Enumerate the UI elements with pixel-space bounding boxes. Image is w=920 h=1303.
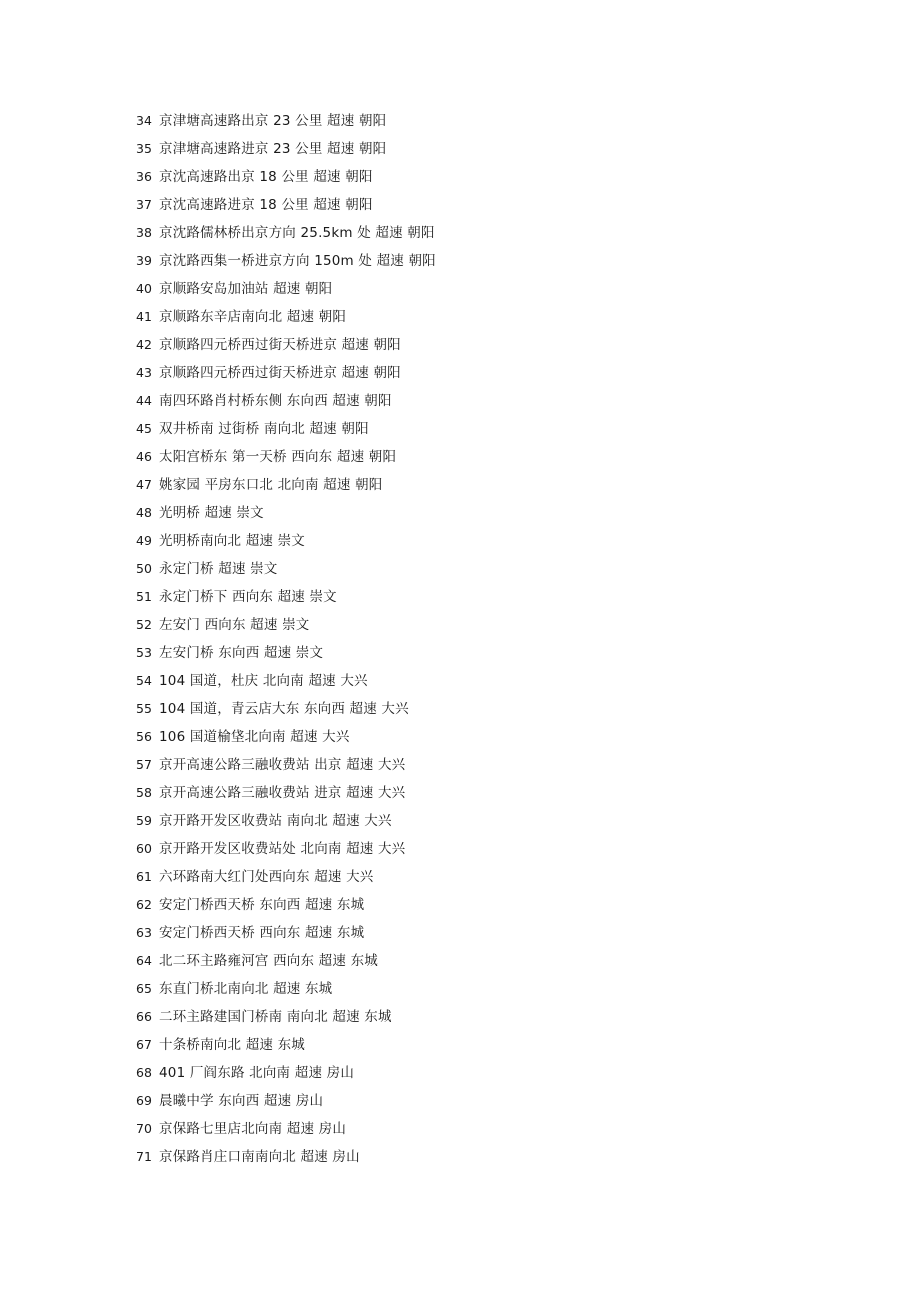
item-text: 南四环路肖村桥东侧 东向西 超速 朝阳 [159,393,392,409]
item-text: 北二环主路雍河宫 西向东 超速 东城 [159,953,378,969]
item-number: 44 [136,393,152,408]
item-number: 71 [136,1149,152,1164]
item-text: 京开高速公路三融收费站 进京 超速 大兴 [159,785,406,801]
item-number: 51 [136,589,152,604]
item-text: 京顺路东辛店南向北 超速 朝阳 [159,309,347,325]
entry-list [136,107,436,1171]
list-item [136,1115,436,1143]
item-text: 京津塘高速路出京 23 公里 超速 朝阳 [159,113,387,129]
item-text: 104 国道，青云店大东 东向西 超速 大兴 [159,701,409,717]
list-item [136,527,436,555]
item-number: 46 [136,449,152,464]
item-number: 63 [136,925,152,940]
item-number: 55 [136,701,152,716]
item-number: 60 [136,841,152,856]
item-number: 47 [136,477,152,492]
list-item [136,919,436,947]
list-item [136,275,436,303]
item-text: 左安门桥 东向西 超速 崇文 [159,645,324,661]
item-number: 50 [136,561,152,576]
item-number: 56 [136,729,152,744]
list-item [136,1143,436,1171]
list-item [136,499,436,527]
list-item [136,303,436,331]
list-item [136,1059,436,1087]
item-text: 106 国道榆垡北向南 超速 大兴 [159,729,350,745]
list-item [136,891,436,919]
item-number: 68 [136,1065,152,1080]
item-text: 401 厂阎东路 北向南 超速 房山 [159,1065,355,1081]
item-text: 安定门桥西天桥 东向西 超速 东城 [159,897,365,913]
list-item [136,807,436,835]
list-item [136,751,436,779]
item-text: 永定门桥 超速 崇文 [159,561,278,577]
list-item [136,1003,436,1031]
item-number: 49 [136,533,152,548]
item-number: 57 [136,757,152,772]
list-item [136,415,436,443]
list-item [136,387,436,415]
item-number: 58 [136,785,152,800]
list-item [136,107,436,135]
item-text: 永定门桥下 西向东 超速 崇文 [159,589,337,605]
item-text: 京沈路儒林桥出京方向 25.5km 处 超速 朝阳 [159,225,435,241]
item-text: 京保路七里店北向南 超速 房山 [159,1121,347,1137]
list-item [136,779,436,807]
item-text: 双井桥南 过街桥 南向北 超速 朝阳 [159,421,369,437]
list-item [136,695,436,723]
item-number: 59 [136,813,152,828]
list-item [136,359,436,387]
item-text: 京顺路四元桥西过街天桥进京 超速 朝阳 [159,337,401,353]
item-text: 京开高速公路三融收费站 出京 超速 大兴 [159,757,406,773]
list-item [136,191,436,219]
list-item [136,667,436,695]
item-text: 安定门桥西天桥 西向东 超速 东城 [159,925,365,941]
item-text: 六环路南大红门处西向东 超速 大兴 [159,869,374,885]
list-item [136,443,436,471]
list-item [136,331,436,359]
item-text: 京沈高速路进京 18 公里 超速 朝阳 [159,197,373,213]
item-text: 太阳宫桥东 第一天桥 西向东 超速 朝阳 [159,449,397,465]
item-text: 京开路开发区收费站 南向北 超速 大兴 [159,813,392,829]
item-number: 45 [136,421,152,436]
list-item [136,835,436,863]
item-number: 66 [136,1009,152,1024]
item-number: 62 [136,897,152,912]
item-text: 光明桥南向北 超速 崇文 [159,533,305,549]
item-number: 67 [136,1037,152,1052]
list-item [136,947,436,975]
item-number: 65 [136,981,152,996]
item-number: 69 [136,1093,152,1108]
item-number: 40 [136,281,152,296]
item-text: 104 国道，杜庆 北向南 超速 大兴 [159,673,368,689]
item-text: 左安门 西向东 超速 崇文 [159,617,310,633]
list-item [136,135,436,163]
list-item [136,723,436,751]
list-item [136,1031,436,1059]
list-item [136,247,436,275]
list-item [136,219,436,247]
item-number: 70 [136,1121,152,1136]
item-number: 52 [136,617,152,632]
item-number: 41 [136,309,152,324]
item-number: 35 [136,141,152,156]
item-text: 京保路肖庄口南南向北 超速 房山 [159,1149,360,1165]
list-item [136,583,436,611]
item-text: 京津塘高速路进京 23 公里 超速 朝阳 [159,141,387,157]
item-number: 48 [136,505,152,520]
item-number: 61 [136,869,152,884]
item-number: 64 [136,953,152,968]
item-number: 54 [136,673,152,688]
list-item [136,1087,436,1115]
item-number: 53 [136,645,152,660]
item-text: 京沈高速路出京 18 公里 超速 朝阳 [159,169,373,185]
item-text: 京顺路四元桥西过街天桥进京 超速 朝阳 [159,365,401,381]
list-item [136,975,436,1003]
item-number: 42 [136,337,152,352]
item-text: 京开路开发区收费站处 北向南 超速 大兴 [159,841,406,857]
list-item [136,863,436,891]
item-number: 36 [136,169,152,184]
item-text: 姚家园 平房东口北 北向南 超速 朝阳 [159,477,383,493]
item-text: 二环主路建国门桥南 南向北 超速 东城 [159,1009,392,1025]
list-item [136,611,436,639]
item-text: 京顺路安岛加油站 超速 朝阳 [159,281,333,297]
list-item [136,639,436,667]
item-text: 光明桥 超速 崇文 [159,505,264,521]
list-item [136,471,436,499]
item-number: 38 [136,225,152,240]
item-number: 34 [136,113,152,128]
item-text: 东直门桥北南向北 超速 东城 [159,981,333,997]
item-number: 43 [136,365,152,380]
list-item [136,555,436,583]
item-text: 京沈路西集一桥进京方向 150m 处 超速 朝阳 [159,253,436,269]
item-number: 37 [136,197,152,212]
item-number: 39 [136,253,152,268]
item-text: 晨曦中学 东向西 超速 房山 [159,1093,324,1109]
item-text: 十条桥南向北 超速 东城 [159,1037,305,1053]
list-item [136,163,436,191]
